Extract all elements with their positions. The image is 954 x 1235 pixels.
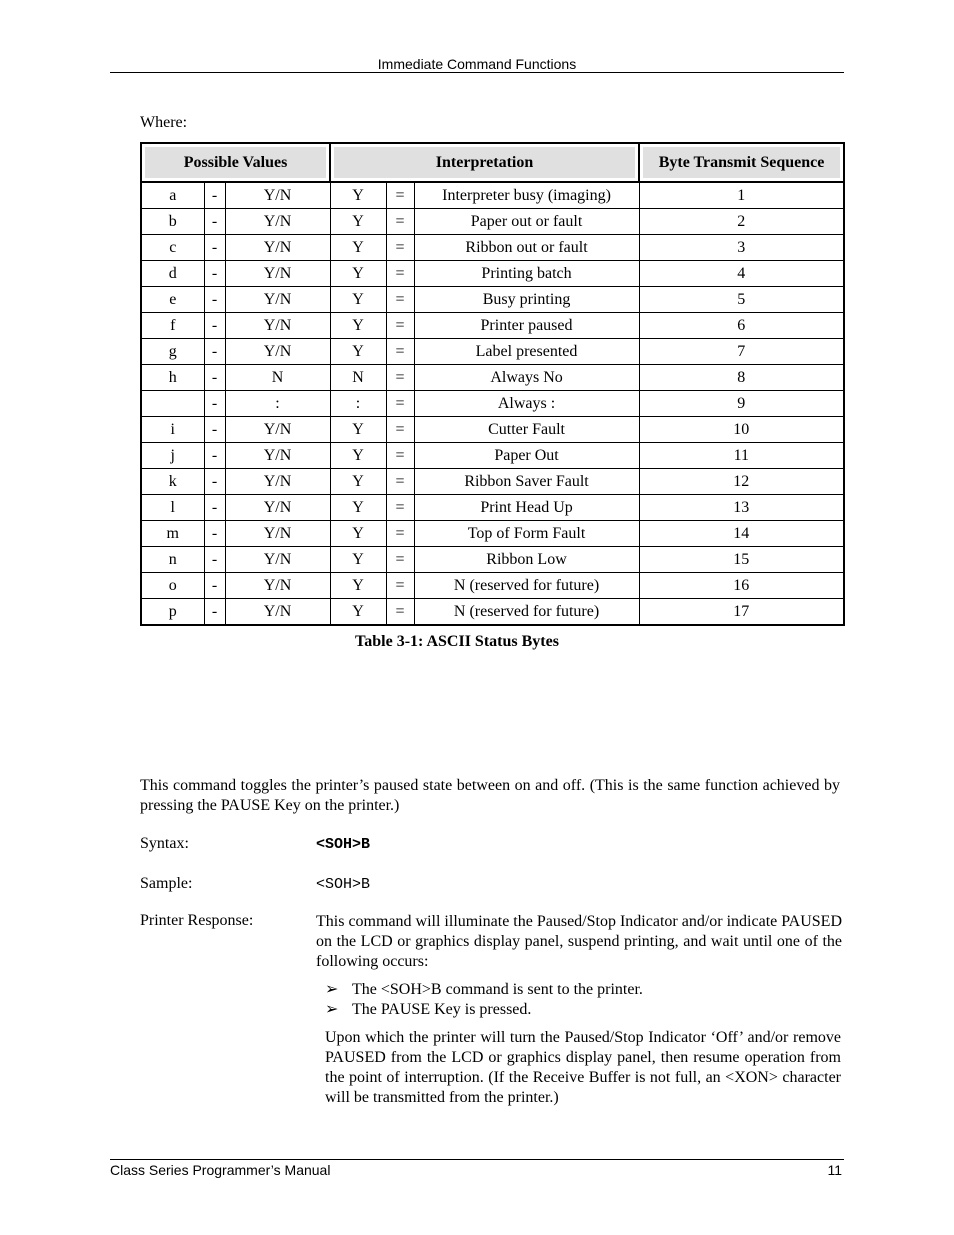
cell-sequence: 8 (639, 365, 844, 391)
intro-paragraph: This command toggles the printer’s paused state between on and off. (This is the same function achieved by pressing the PAUSE Key on the printer.) (140, 777, 840, 814)
cell-interpretation: Always No (414, 365, 639, 391)
cell-state: Y (330, 417, 386, 443)
cell-values: Y/N (225, 469, 330, 495)
cell-interpretation: Interpreter busy (imaging) (414, 182, 639, 209)
cell-equals: = (386, 261, 414, 287)
table-row (141, 599, 844, 626)
table-row (141, 573, 844, 599)
cell-equals: = (386, 287, 414, 313)
cell-letter: e (141, 287, 204, 313)
cell-interpretation: N (reserved for future) (414, 599, 639, 626)
cell-dash: - (204, 417, 225, 443)
table-row (141, 365, 844, 391)
cell-equals: = (386, 182, 414, 209)
table-row (141, 443, 844, 469)
cell-dash: - (204, 495, 225, 521)
cell-interpretation: Printing batch (414, 261, 639, 287)
cell-values: Y/N (225, 261, 330, 287)
cell-state: : (330, 391, 386, 417)
header-rule (110, 72, 844, 73)
header-possible-values: Possible Values (141, 143, 330, 182)
printer-response-text: This command will illuminate the Paused/Stop Indicator and/or indicate PAUSED on the LCD or graphics display panel, suspend printing, and wait until one of the following occurs: (316, 913, 842, 970)
cell-letter: k (141, 469, 204, 495)
cell-interpretation: Always : (414, 391, 639, 417)
cell-state: Y (330, 495, 386, 521)
cell-state: Y (330, 573, 386, 599)
cell-sequence: 7 (639, 339, 844, 365)
arrow-bullet-icon: ➢ (325, 981, 339, 998)
cell-values: Y/N (225, 182, 330, 209)
table-body (141, 182, 844, 625)
cell-equals: = (386, 313, 414, 339)
cell-state: N (330, 365, 386, 391)
table-row (141, 495, 844, 521)
cell-dash: - (204, 287, 225, 313)
cell-values: Y/N (225, 235, 330, 261)
cell-dash: - (204, 182, 225, 209)
table-row (141, 547, 844, 573)
cell-state: Y (330, 547, 386, 573)
header-byte-transmit-sequence: Byte Transmit Sequence (639, 143, 844, 182)
syntax-value: <SOH>B (316, 836, 371, 853)
running-header: Immediate Command Functions (377, 56, 577, 72)
footer-rule (110, 1159, 844, 1160)
cell-interpretation: Top of Form Fault (414, 521, 639, 547)
table-caption: Table 3-1: ASCII Status Bytes (355, 633, 559, 650)
cell-dash: - (204, 365, 225, 391)
cell-equals: = (386, 417, 414, 443)
cell-interpretation: Ribbon Low (414, 547, 639, 573)
cell-sequence: 5 (639, 287, 844, 313)
cell-values: Y/N (225, 599, 330, 626)
cell-equals: = (386, 469, 414, 495)
cell-letter: p (141, 599, 204, 626)
cell-interpretation: Busy printing (414, 287, 639, 313)
cell-dash: - (204, 521, 225, 547)
cell-sequence: 9 (639, 391, 844, 417)
cell-equals: = (386, 495, 414, 521)
cell-values: Y/N (225, 521, 330, 547)
status-bytes-table (140, 142, 845, 626)
cell-letter: g (141, 339, 204, 365)
cell-values: Y/N (225, 573, 330, 599)
cell-interpretation: Paper Out (414, 443, 639, 469)
cell-letter: o (141, 573, 204, 599)
header-interpretation: Interpretation (330, 143, 639, 182)
cell-values: Y/N (225, 443, 330, 469)
bullet-text: The PAUSE Key is pressed. (352, 1001, 532, 1018)
cell-equals: = (386, 235, 414, 261)
cell-sequence: 2 (639, 209, 844, 235)
cell-letter: c (141, 235, 204, 261)
cell-interpretation: Paper out or fault (414, 209, 639, 235)
page-number: 11 (827, 1162, 842, 1178)
cell-letter: j (141, 443, 204, 469)
syntax-label: Syntax: (140, 835, 189, 852)
cell-letter (141, 391, 204, 417)
cell-values: N (225, 365, 330, 391)
cell-dash: - (204, 599, 225, 626)
cell-sequence: 11 (639, 443, 844, 469)
cell-state: Y (330, 443, 386, 469)
resume-paragraph: Upon which the printer will turn the Paused/Stop Indicator ‘Off’ and/or remove PAUSED from the LCD or graphics display panel, then resume operation from the point of interruption. (If the Receive Buffer is not full, an <XON> character will be transmitted from the printer.) (325, 1029, 841, 1106)
cell-equals: = (386, 391, 414, 417)
cell-equals: = (386, 521, 414, 547)
cell-sequence: 4 (639, 261, 844, 287)
response-bullet-list (325, 980, 643, 1020)
cell-letter: a (141, 182, 204, 209)
arrow-bullet-icon: ➢ (325, 1001, 339, 1018)
table-row (141, 261, 844, 287)
cell-dash: - (204, 339, 225, 365)
cell-state: Y (330, 469, 386, 495)
cell-state: Y (330, 182, 386, 209)
cell-equals: = (386, 443, 414, 469)
cell-dash: - (204, 573, 225, 599)
cell-sequence: 12 (639, 469, 844, 495)
cell-dash: - (204, 209, 225, 235)
cell-dash: - (204, 469, 225, 495)
cell-dash: - (204, 547, 225, 573)
cell-equals: = (386, 573, 414, 599)
cell-sequence: 1 (639, 182, 844, 209)
cell-sequence: 16 (639, 573, 844, 599)
cell-letter: m (141, 521, 204, 547)
cell-state: Y (330, 235, 386, 261)
table-row (141, 287, 844, 313)
cell-equals: = (386, 599, 414, 626)
cell-values: Y/N (225, 547, 330, 573)
cell-state: Y (330, 209, 386, 235)
cell-interpretation: Cutter Fault (414, 417, 639, 443)
cell-letter: l (141, 495, 204, 521)
cell-sequence: 3 (639, 235, 844, 261)
printer-response-label: Printer Response: (140, 912, 254, 929)
cell-letter: b (141, 209, 204, 235)
table-row (141, 417, 844, 443)
table-row (141, 469, 844, 495)
table-row (141, 391, 844, 417)
cell-interpretation: Ribbon Saver Fault (414, 469, 639, 495)
cell-values: Y/N (225, 313, 330, 339)
cell-values: Y/N (225, 287, 330, 313)
cell-dash: - (204, 313, 225, 339)
cell-letter: f (141, 313, 204, 339)
cell-dash: - (204, 391, 225, 417)
cell-sequence: 14 (639, 521, 844, 547)
cell-equals: = (386, 339, 414, 365)
cell-letter: d (141, 261, 204, 287)
list-item (325, 1000, 643, 1020)
table-row (141, 313, 844, 339)
bullet-text: The <SOH>B command is sent to the printer. (352, 981, 643, 998)
cell-values: Y/N (225, 339, 330, 365)
cell-values: Y/N (225, 209, 330, 235)
footer-manual-title: Class Series Programmer’s Manual (110, 1162, 331, 1178)
cell-sequence: 10 (639, 417, 844, 443)
cell-equals: = (386, 209, 414, 235)
cell-state: Y (330, 521, 386, 547)
cell-interpretation: Print Head Up (414, 495, 639, 521)
table-row (141, 521, 844, 547)
cell-interpretation: Ribbon out or fault (414, 235, 639, 261)
cell-values: : (225, 391, 330, 417)
cell-dash: - (204, 261, 225, 287)
cell-letter: n (141, 547, 204, 573)
cell-sequence: 17 (639, 599, 844, 626)
table-header-row (141, 143, 844, 182)
cell-letter: h (141, 365, 204, 391)
cell-values: Y/N (225, 417, 330, 443)
cell-equals: = (386, 365, 414, 391)
cell-letter: i (141, 417, 204, 443)
sample-label: Sample: (140, 875, 193, 892)
cell-values: Y/N (225, 495, 330, 521)
cell-interpretation: Label presented (414, 339, 639, 365)
table-row (141, 339, 844, 365)
cell-state: Y (330, 599, 386, 626)
cell-sequence: 6 (639, 313, 844, 339)
cell-equals: = (386, 547, 414, 573)
cell-state: Y (330, 261, 386, 287)
cell-dash: - (204, 235, 225, 261)
table-row (141, 209, 844, 235)
cell-dash: - (204, 443, 225, 469)
table-row (141, 182, 844, 209)
cell-sequence: 13 (639, 495, 844, 521)
sample-value: <SOH>B (316, 876, 371, 893)
cell-sequence: 15 (639, 547, 844, 573)
cell-interpretation: Printer paused (414, 313, 639, 339)
table-row (141, 235, 844, 261)
cell-state: Y (330, 287, 386, 313)
cell-interpretation: N (reserved for future) (414, 573, 639, 599)
list-item (325, 980, 643, 1000)
where-label: Where: (140, 114, 188, 131)
cell-state: Y (330, 339, 386, 365)
cell-state: Y (330, 313, 386, 339)
